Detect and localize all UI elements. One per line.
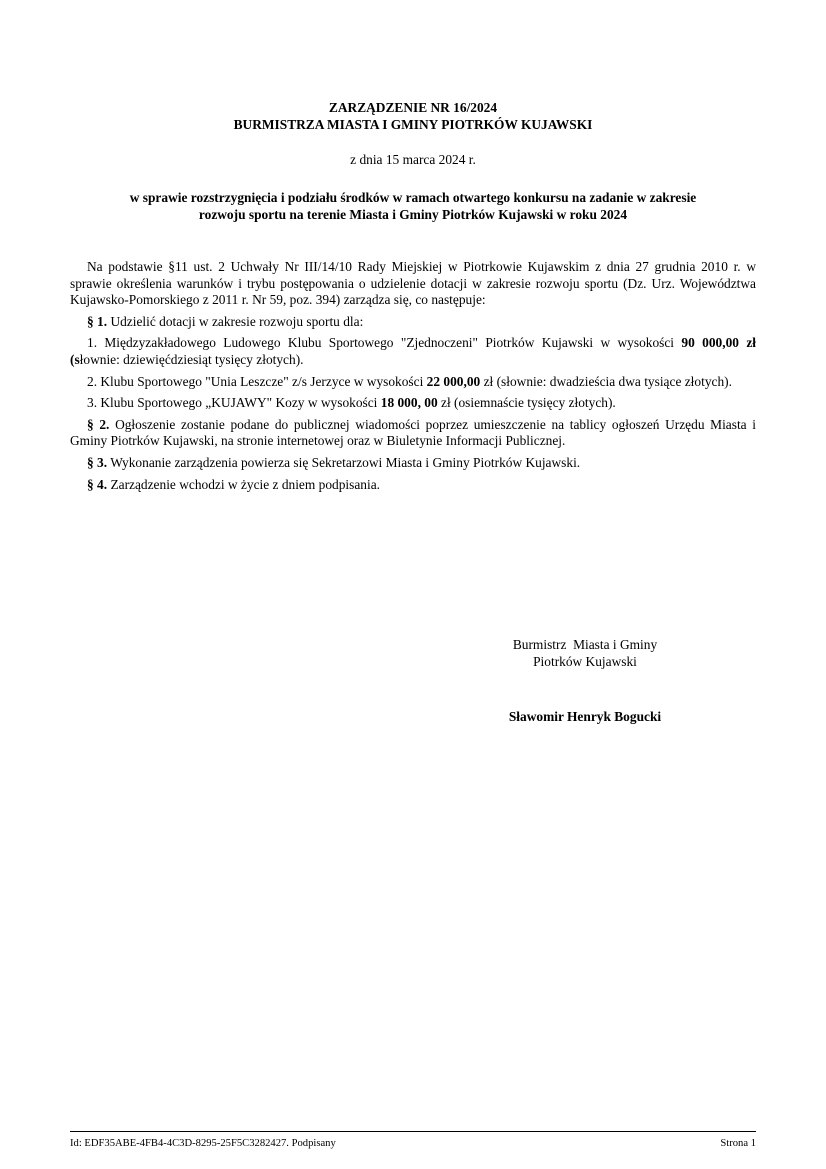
grant-item-2 [70,374,756,391]
signatory-title-line-2: Piotrków Kujawski [533,653,637,669]
grant-item-3-amount: 18 000, 00 [380,395,438,411]
subject-line-1: w sprawie rozstrzygnięcia i podziału środków w ramach otwartego konkursu na zadanie w zakresie [129,190,697,205]
grant-item-3-words: zł (osiemnaście tysięcy złotych). [437,395,616,411]
footer-divider [70,1131,756,1132]
section-2 [70,417,756,450]
grant-item-2-words: zł (słownie: dwadzieścia dwa tysiące złotych). [480,373,732,389]
page-number: Strona 1 [720,1138,756,1149]
grant-item-2-amount: 22 000,00 [426,373,481,389]
section-1-label: § 1. [87,313,108,329]
section-4-label: § 4. [87,476,108,492]
issuer-title: BURMISTRZA MIASTA I GMINY PIOTRKÓW KUJAWSKI [233,117,593,132]
ordinance-body [70,259,756,498]
subject-line-2: rozwoju sportu na terenie Miasta i Gminy Piotrków Kujawski w roku 2024 [198,206,628,222]
ordinance-date: z dnia 15 marca 2024 r. [350,152,476,167]
section-2-label: § 2. [87,416,110,432]
signatory-title-line-1: Burmistrz Miasta i Gminy [512,637,658,652]
grant-item-1-words: łownie: dziewięćdziesiąt tysięcy złotych). [79,351,304,367]
document-id: Id: EDF35ABE-4FB4-4C3D-8295-25F5C3282427. Podpisany [70,1138,336,1149]
grant-item-1-text: 1. Międzyzakładowego Ludowego Klubu Sportowego "Zjednoczeni" Piotrków Kujawski w wysokości [87,335,682,351]
section-3-text: Wykonanie zarządzenia powierza się Sekretarzowi Miasta i Gminy Piotrków Kujawski. [107,454,581,470]
grant-item-1-amount: 90 000,00 zł (s [70,335,756,367]
grant-item-2-text: 2. Klubu Sportowego "Unia Leszcze" z/s Jerzyce w wysokości [87,373,427,389]
section-4 [70,477,756,494]
signatory-title [455,637,715,670]
section-4-text: Zarządzenie wchodzi w życie z dniem podpisania. [107,476,380,492]
legal-basis-paragraph: Na podstawie §11 ust. 2 Uchwały Nr III/14/10 Rady Miejskiej w Piotrkowie Kujawskim z dnia 27 grudnia 2010 r. w sprawie określenia warunków i trybu postępowania o udzielenie dotacji w zakresie rozwoju sportu (Dz. Urz. Województwa Kujawsko-Pomorskiego z 2011 r. Nr 59, poz. 394) zarządza się, co następuje: [70,259,756,308]
ordinance-number: ZARZĄDZENIE NR 16/2024 [328,100,498,115]
grant-item-3-text: 3. Klubu Sportowego „KUJAWY" Kozy w wysokości [87,395,381,411]
section-3 [70,455,756,472]
section-2-text: Ogłoszenie zostanie podane do publicznej wiadomości poprzez umieszczenie na tablicy ogłoszeń Urzędu Miasta i Gminy Piotrków Kujawski, na stronie internetowej oraz w Biuletynie Informacji Publicznej. [70,416,757,449]
grant-item-3 [70,395,756,412]
ordinance-subject [80,190,746,223]
section-3-label: § 3. [87,454,108,470]
section-1-text: Udzielić dotacji w zakresie rozwoju sportu dla: [107,313,364,329]
signatory-name: Sławomir Henryk Bogucki [508,709,662,724]
grant-item-1 [70,335,756,368]
section-1 [70,314,756,331]
